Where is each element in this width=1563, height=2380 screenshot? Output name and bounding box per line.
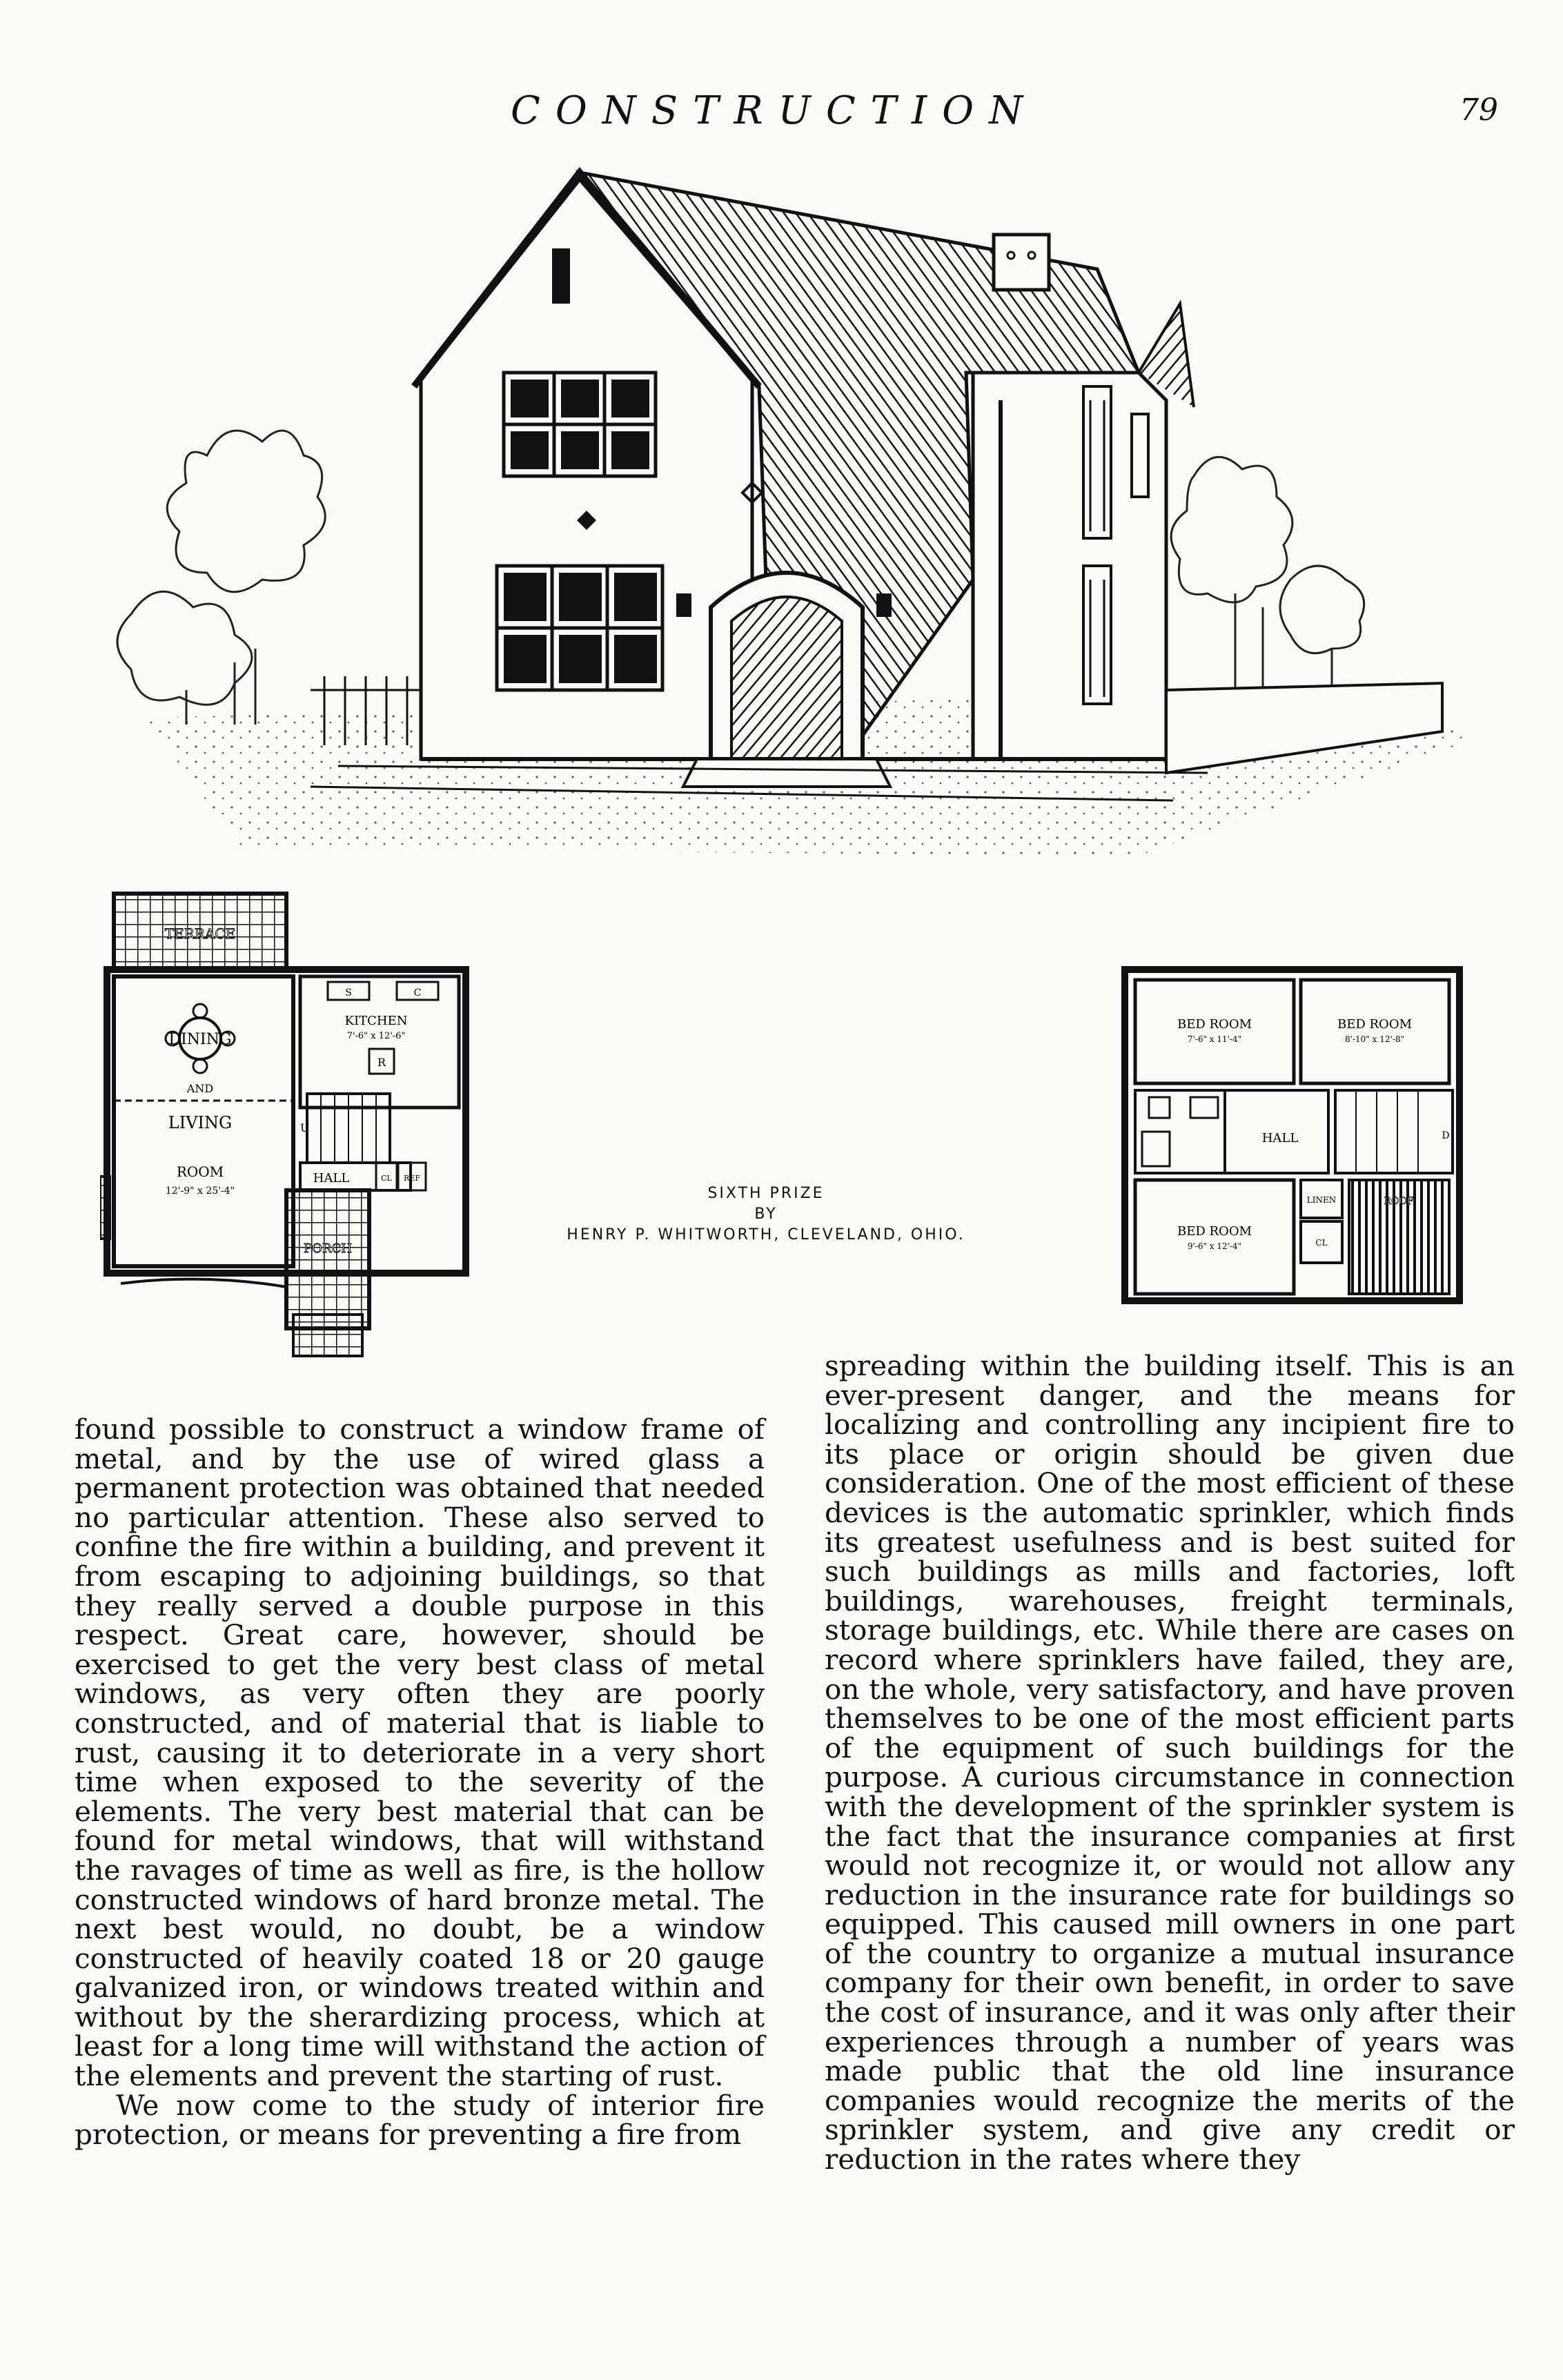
left-paragraph-2: We now come to the study of interior fire protection, or means for preventing a fire from [75, 2088, 765, 2152]
kitchen-label: KITCHEN [344, 1014, 408, 1028]
bedroom-3-label: BED ROOM [1177, 1224, 1252, 1239]
hall-label: HALL [313, 1171, 350, 1186]
range-label: R [377, 1056, 386, 1069]
page-number: 79 [1459, 92, 1498, 128]
linen-label: LINEN [1306, 1195, 1337, 1205]
right-paragraph-1: spreading within the building itself. This is an ever-present danger, and the means for localizing and controlling any incipient fire to its place or origin should be given due consideration. One of the most efficient of these devices is the automatic sprinkler, which finds its greatest usefulness and is best suited for such buildings as mills and factories, loft buildings, warehouses, freight terminals, storage buildings, etc. While there are cases on record where sprinklers have failed, they are, on the whole, very satisfactory, and have proven themselves to be one of the most efficient parts of the equipment of such buildings for the purpose. A curious circumstance in connection with the development of the sprinkler system is the fact that the insurance companies at first would not recognize it, or would not allow any reduction in the insurance rate for buildings so equipped. This caused mill owners in one part of the country to organize a mutual insurance company for their own benefit, in order to save the cost of insurance, and it was only after their experiences through a number of years was made public that the old line insurance companies would recognize the merits of the sprinkler system, and give any credit or reduction in the rates where they [825, 1349, 1515, 2176]
kitchen-dimensions: 7'-6" x 12'-6" [346, 1031, 406, 1041]
bedroom-2-label: BED ROOM [1337, 1017, 1413, 1032]
left-paragraph-1: found possible to construct a window frame of metal, and by the use of wired glass a permanent protection was obtained that needed no particular attention. These also served to confine the fire within a building, and prevent it from escaping to adjoining buildings, so that they really served a double purpose in this respect. Great care, however, should be exercised to get the very best class of metal windows, as very often they are poorly constructed, and of material that is liable to rust, causing it to deteriorate in a very short time when exposed to the severity of the elements. The very best material that can be found for metal windows, that will withstand the ravages of time as well as fire, is the hollow constructed windows of hard bronze metal. The next best would, no doubt, be a window constructed of heavily coated 18 or 20 gauge galvanized iron, or windows treated within and without by the sherardizing process, which at least for a long time will withstand the action of the elements and prevent the starting of rust. [75, 1413, 765, 2093]
dining-label: DINING [168, 1031, 232, 1048]
caption-prize: SIXTH PRIZE [707, 1185, 825, 1202]
room-label: ROOM [176, 1163, 224, 1180]
upper-hall-label: HALL [1261, 1131, 1299, 1145]
bedroom-1-dimensions: 7'-6" x 11'-4" [1187, 1034, 1242, 1044]
upper-closet-label: CL [1315, 1238, 1328, 1248]
cabinet-label: C [413, 987, 422, 999]
up-label: U [300, 1121, 310, 1134]
bedroom-1-label: BED ROOM [1177, 1017, 1252, 1032]
porch-label: PORCH [304, 1241, 352, 1256]
bedroom-2-dimensions: 8'-10" x 12'-8" [1345, 1034, 1404, 1044]
and-label: AND [186, 1082, 214, 1095]
first-floor-plan [100, 887, 486, 1370]
running-head-title: CONSTRUCTION [511, 88, 1039, 133]
caption-by: BY [754, 1206, 778, 1223]
caption-author: HENRY P. WHITWORTH, CLEVELAND, OHIO. [567, 1226, 965, 1243]
terrace-label: TERRACE [164, 925, 236, 942]
bedroom-3-dimensions: 9'-6" x 12'-4" [1187, 1241, 1242, 1251]
down-label: D [1442, 1130, 1450, 1141]
second-floor-plan [1121, 966, 1466, 1311]
living-room-dimensions: 12'-9" x 25'-4" [165, 1186, 235, 1197]
closet-label: CL [381, 1174, 392, 1183]
house-perspective-illustration [104, 166, 1477, 883]
prize-caption [552, 1183, 980, 1246]
sink-label: S [345, 987, 352, 999]
living-label: LIVING [168, 1113, 233, 1132]
article-column-right [825, 1351, 1515, 2174]
refrigerator-label: REF [404, 1174, 420, 1183]
article-column-left [75, 1415, 765, 2150]
roof-label: ROOF [1384, 1196, 1414, 1207]
